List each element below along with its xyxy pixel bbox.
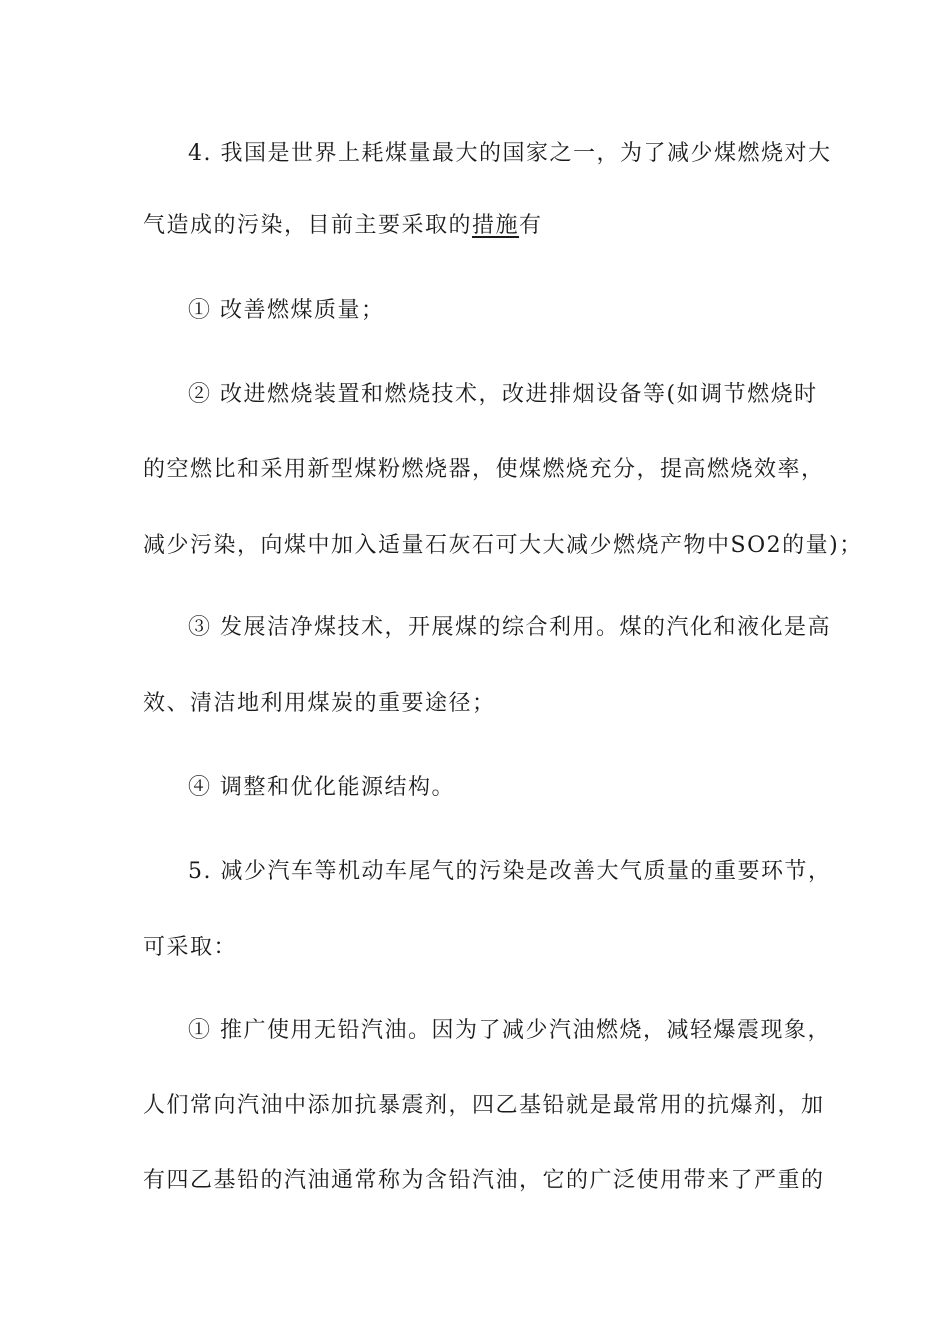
text: 效、清洁地利用煤炭的重要途径；	[143, 691, 496, 716]
item-2-line-3	[143, 531, 863, 561]
item-2-line-2	[143, 455, 825, 485]
underlined-word: 措施	[472, 213, 520, 238]
text: ① 改善燃煤质量；	[188, 298, 385, 323]
text: ③ 发展洁净煤技术，开展煤的综合利用。煤的汽化和液化是高	[188, 615, 831, 640]
item-3-line-1	[188, 613, 831, 643]
text: 有四乙基铅的汽油通常称为含铅汽油，它的广泛使用带来了严重的	[143, 1168, 825, 1193]
text: ② 改进燃烧装置和燃烧技术，改进排烟设备等(如调节燃烧时	[188, 382, 818, 407]
text: 有	[519, 213, 543, 238]
paragraph-4-line-2	[143, 211, 813, 241]
text: 4. 我国是世界上耗煤量最大的国家之一，为了减少煤燃烧对大	[188, 141, 832, 166]
text: 可采取：	[143, 935, 238, 960]
item-1	[188, 296, 813, 326]
text: 5. 减少汽车等机动车尾气的污染是改善大气质量的重要环节，	[188, 859, 832, 884]
text: ① 推广使用无铅汽油。因为了减少汽油燃烧，减轻爆震现象，	[188, 1018, 831, 1043]
paragraph-4-line-1	[188, 139, 832, 169]
item-3-line-2	[143, 689, 813, 719]
paragraph-5-line-1	[188, 857, 832, 887]
item-5-1-line-1	[188, 1016, 831, 1046]
text: 减少污染，向煤中加入适量石灰石可大大减少燃烧产物中SO2的量)；	[143, 533, 863, 558]
text: 人们常向汽油中添加抗暴震剂，四乙基铅就是最常用的抗爆剂，加	[143, 1093, 825, 1118]
paragraph-5-line-2	[143, 933, 813, 963]
item-2-line-1	[188, 380, 818, 410]
item-4	[188, 773, 813, 803]
text: 气造成的污染，目前主要采取的	[143, 213, 473, 238]
text: 的空燃比和采用新型煤粉燃烧器，使煤燃烧充分，提高燃烧效率，	[143, 457, 825, 482]
text: ④ 调整和优化能源结构。	[188, 775, 455, 800]
item-5-1-line-2	[143, 1091, 825, 1121]
item-5-1-line-3	[143, 1166, 825, 1196]
